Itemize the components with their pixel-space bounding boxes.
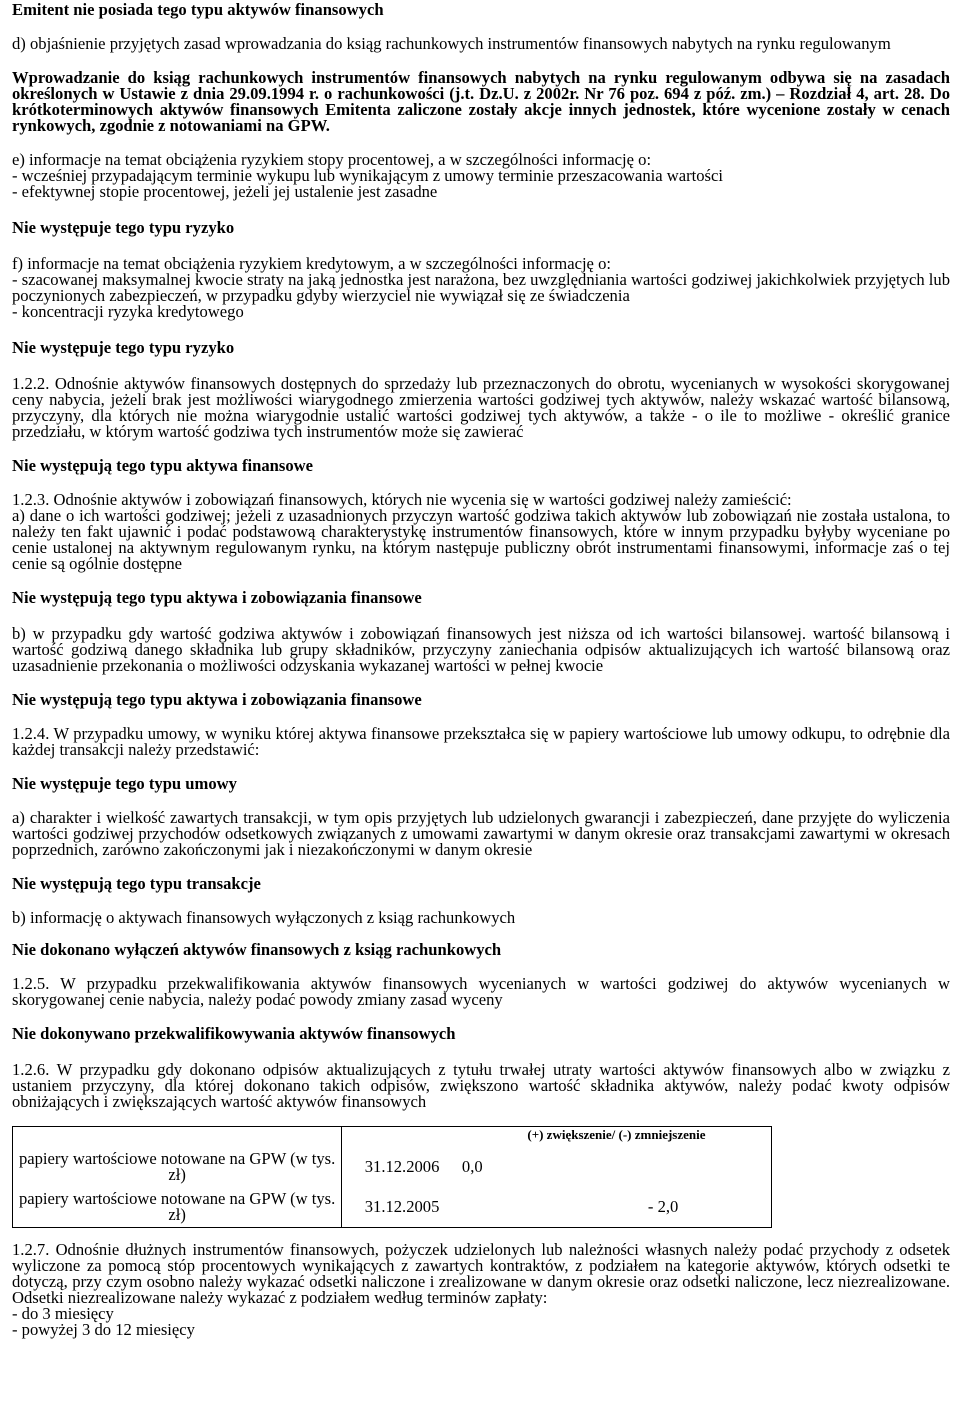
paragraph-f-item-2: - koncentracji ryzyka kredytowego <box>12 302 244 321</box>
table-cell-date: 31.12.2006 <box>364 1157 440 1176</box>
paragraph-e-item-2: - efektywnej stopie procentowej, jeżeli jej ustalenie jest zasadne <box>12 182 438 201</box>
table-header-row <box>13 1127 772 1148</box>
answer-1-2-4-a: Nie występują tego typu transakcje <box>12 874 261 893</box>
document-page <box>0 2 960 1338</box>
paragraph-1-2-7: 1.2.7. Odnośnie dłużnych instrumentów finansowych, pożyczek udzielonych lub należności własnych należy podać przychody z odsetek wyliczone za pomocą stóp procentowych wynikających z zawartych kontraktów, z podziałem na kategorie aktywów, których odsetki te dotyczą, przy czym osobno należy wykazać odsetki naliczone i zrealizowane w danym okresie oraz odsetki naliczone, lecz niezrealizowane. Odsetki niezrealizowane należy wykazać z podziałem według terminów zapłaty: <box>12 1240 950 1307</box>
answer-1-2-3-a: Nie występują tego typu aktywa i zobowiązania finansowe <box>12 588 422 607</box>
table-cell-value-left: 0,0 <box>461 1157 483 1176</box>
answer-f: Nie występuje tego typu ryzyko <box>12 338 235 357</box>
table-header-label: (+) zwiększenie/ (-) zmniejszenie <box>462 1127 772 1148</box>
paragraph-1-2-7-item-2: - powyżej 3 do 12 miesięcy <box>12 1320 195 1339</box>
paragraph-e-label: e) informacje na temat obciążenia ryzykiem stopy procentowej, a w szczególności informację o: <box>12 150 652 169</box>
paragraph-1-2-3-b: b) w przypadku gdy wartość godziwa aktywów i zobowiązań finansowych jest niższa od ich wartości bilansowej. wartość bilansową i wartość godziwą danego składnika lub grupy składników, przyczyny zaniechania odpisów aktualizujących ich wartość bilansową oraz uzasadnienie przekonania o możliwości odzyskania wykazanej wartości w pełnej kwocie <box>12 624 950 675</box>
paragraph-1-2-3: 1.2.3. Odnośnie aktywów i zobowiązań finansowych, których nie wycenia się w wartości godziwej należy zamieścić: <box>12 490 792 509</box>
answer-1-2-4-b: Nie dokonano wyłączeń aktywów finansowych z ksiąg rachunkowych <box>12 940 502 959</box>
paragraph-1-2-5: 1.2.5. W przypadku przekwalifikowania aktywów finansowych wycenianych w wartości godziwej do aktywów wycenianych w skorygowanej cenie nabycia, należy podać powody zmiany zasad wyceny <box>12 974 950 1009</box>
paragraph-1-2-3-a: a) dane o ich wartości godziwej; jeżeli z uzasadnionych przyczyn wartość godziwa takich aktywów lub zobowiązań nie została ustalona, to należy ten fakt ujawnić i podać podstawową charakterystykę instrumentów finansowych, które w innym przypadku byłyby wyceniane po cenie ustalonej na aktywnym regulowanym rynku, na którym następuje publiczny obrót instrumentami finansowymi, informacje zaś o tej cenie są ogólnie dostępne <box>12 506 950 573</box>
answer-1-2-4: Nie występuje tego typu umowy <box>12 774 237 793</box>
table-row <box>13 1187 772 1228</box>
table-row <box>13 1147 772 1187</box>
paragraph-1-2-4: 1.2.4. W przypadku umowy, w wyniku której aktywa finansowe przekształca się w papiery wartościowe lub umowy odkupu, to odrębnie dla każdej transakcji należy przedstawić: <box>12 724 950 759</box>
table-cell-label: papiery wartościowe notowane na GPW (w tys. zł) <box>13 1147 342 1187</box>
paragraph-d-body: Wprowadzanie do ksiąg rachunkowych instrumentów finansowych nabytych na rynku regulowanym odbywa się na zasadach określonych w Ustawie z dnia 29.09.1994 r. o rachunkowości (j.t. Dz.U. z 2002r. Nr 76 poz. 694 z póź. zm.) – Rozdział 4, art. 28. Do krótkoterminowych aktywów finansowych Emitenta zaliczone zostały akcje innych jednostek, które wycenione zostały w cenach rynkowych, zgodnie z notowaniami na GPW. <box>12 68 950 135</box>
paragraph-1-2-6: 1.2.6. W przypadku gdy dokonano odpisów aktualizujących z tytułu trwałej utraty wartości aktywów finansowych albo w związku z ustaniem przyczyny, dla której dokonano takich odpisów, zwiększono wartość składnika aktywów, należy podać kwoty odpisów obniżających i zwiększających wartość aktywów finansowych <box>12 1060 950 1111</box>
table-cell-value-right: - 2,0 <box>647 1197 679 1216</box>
table-cell-label: papiery wartościowe notowane na GPW (w tys. zł) <box>13 1187 342 1228</box>
answer-1-2-3-b: Nie występują tego typu aktywa i zobowiązania finansowe <box>12 690 422 709</box>
answer-1-2-5: Nie dokonywano przekwalifikowywania aktywów finansowych <box>12 1024 456 1043</box>
write-off-table <box>12 1126 772 1228</box>
paragraph-1-2-7-item-1: - do 3 miesięcy <box>12 1304 114 1323</box>
paragraph-f-item-1: - szacowanej maksymalnej kwocie straty na jaką jednostka jest narażona, bez uwzględniania wartości godziwej jakichkolwiek przyjętych lub poczynionych zabezpieczeń, w przypadku gdyby wierzyciel nie wywiązał się ze świadczenia <box>12 270 950 305</box>
table-cell-date: 31.12.2005 <box>342 1187 462 1228</box>
paragraph-f-label: f) informacje na temat obciążenia ryzykiem kredytowym, a w szczególności informację o: <box>12 254 611 273</box>
paragraph-1-2-4-b: b) informację o aktywach finansowych wyłączonych z ksiąg rachunkowych <box>12 908 516 927</box>
paragraph-1-2-2: 1.2.2. Odnośnie aktywów finansowych dostępnych do sprzedaży lub przeznaczonych do obrotu, wycenianych w wysokości skorygowanej ceny nabycia, jeżeli brak jest możliwości wiarygodnego zmierzenia wartości godziwej tych aktywów, należy wskazać wartość bilansową, przyczyny, dla których nie można wiarygodnie ustalić wartości godziwej tych aktywów, a także - o ile to możliwe - określić granice przedziału, w którym wartość godziwa tych instrumentów może się zawierać <box>12 374 950 441</box>
paragraph-d-label: d) objaśnienie przyjętych zasad wprowadzania do ksiąg rachunkowych instrumentów finansowych nabytych na rynku regulowanym <box>12 34 891 53</box>
paragraph-e-item-1: - wcześniej przypadającym terminie wykupu lub wynikającym z umowy terminie przeszacowania wartości <box>12 166 723 185</box>
answer-e: Nie występuje tego typu ryzyko <box>12 218 235 237</box>
section-heading: Emitent nie posiada tego typu aktywów finansowych <box>12 0 384 19</box>
paragraph-1-2-4-a: a) charakter i wielkość zawartych transakcji, w tym opis przyjętych lub udzielonych gwarancji i zabezpieczeń, dane przyjęte do wyliczenia wartości godziwej przychodów odsetkowych związanych z umowami zawartymi w danym okresie oraz transakcjami zawartymi w okresach poprzednich, zarówno zakończonymi jak i niezakończonymi w danym okresie <box>12 808 950 859</box>
answer-1-2-2: Nie występują tego typu aktywa finansowe <box>12 456 313 475</box>
